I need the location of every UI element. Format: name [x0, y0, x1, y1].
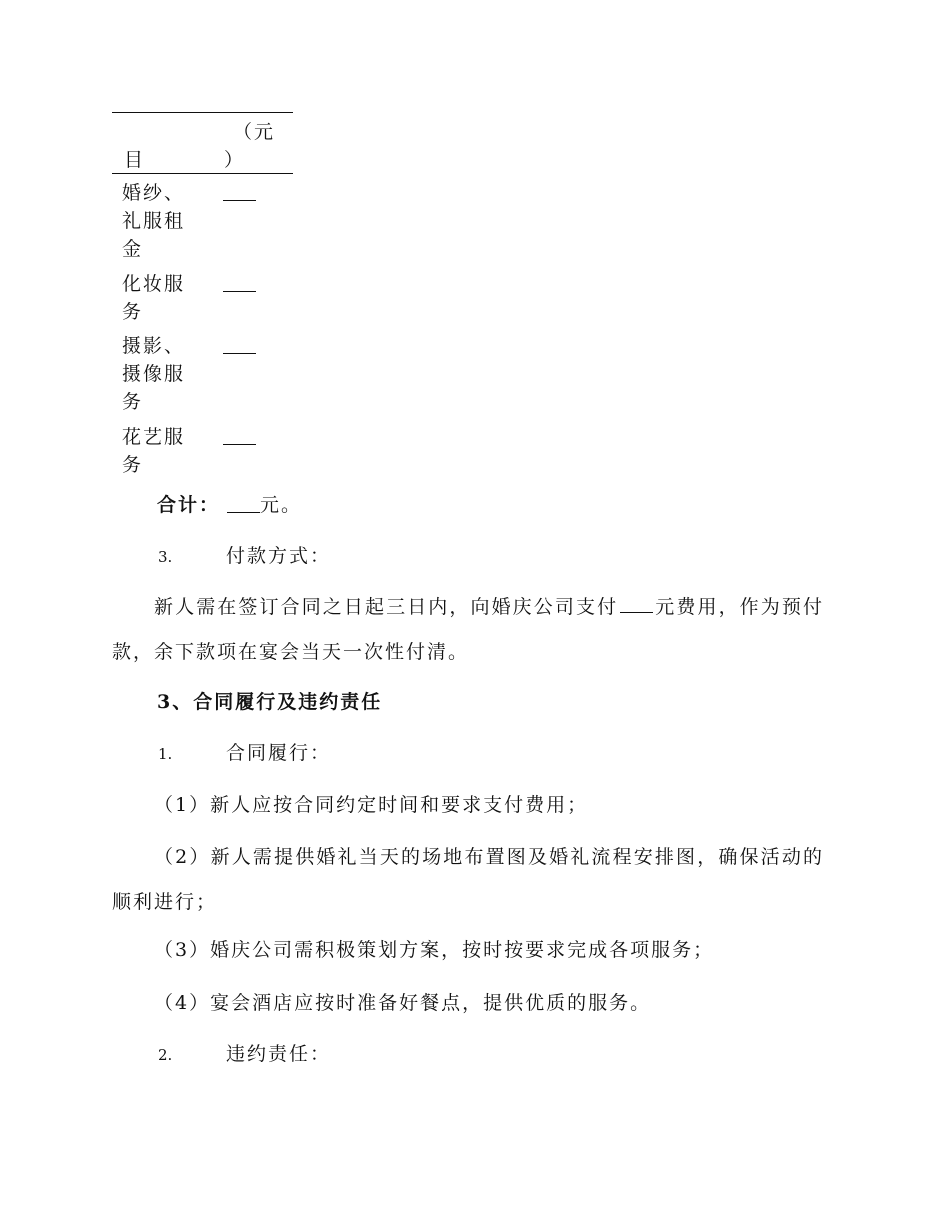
amount-blank	[223, 353, 256, 354]
item2-number: 2.	[158, 1046, 173, 1064]
table-row-label: 化妆服务	[122, 273, 186, 323]
amount-blank	[223, 444, 256, 445]
total-amount-blank	[227, 512, 260, 513]
prepayment-amount-blank	[620, 598, 653, 613]
clause-1: （1）新人应按合同约定时间和要求支付费用；	[154, 794, 589, 816]
table-row-label: 摄影、摄像服务	[122, 335, 186, 413]
table-header-col2-line2: ）	[224, 149, 246, 171]
total-label: 合计：	[157, 494, 221, 516]
item1-title: 合同履行：	[226, 742, 332, 764]
section-heading: 3、合同履行及违约责任	[157, 691, 383, 713]
payment-title: 付款方式：	[226, 545, 332, 567]
table-header-col1: 目	[124, 149, 146, 171]
table-top-rule	[112, 112, 293, 113]
item1-number: 1.	[158, 745, 173, 763]
amount-blank	[223, 200, 256, 201]
total-unit: 元。	[260, 494, 303, 516]
table-row-label: 婚纱、礼服租金	[122, 182, 186, 260]
table-header-col2-line1: （元	[233, 121, 276, 143]
amount-blank	[223, 291, 256, 292]
clause-2: （2）新人需提供婚礼当天的场地布置图及婚礼流程安排图，确保活动的顺利进行；	[112, 846, 824, 913]
payment-number: 3.	[158, 548, 173, 566]
table-header-rule	[112, 173, 293, 174]
item2-title: 违约责任：	[226, 1043, 332, 1065]
payment-paragraph: 新人需在签订合同之日起三日内，向婚庆公司支付 元费用，作为预付款，余下款项在宴会当天一次性付清。	[112, 596, 824, 663]
clause-4: （4）宴会酒店应按时准备好餐点，提供优质的服务。	[154, 992, 652, 1014]
table-row-label: 花艺服务	[122, 426, 186, 476]
clause-3: （3）婚庆公司需积极策划方案，按时按要求完成各项服务；	[154, 939, 715, 961]
